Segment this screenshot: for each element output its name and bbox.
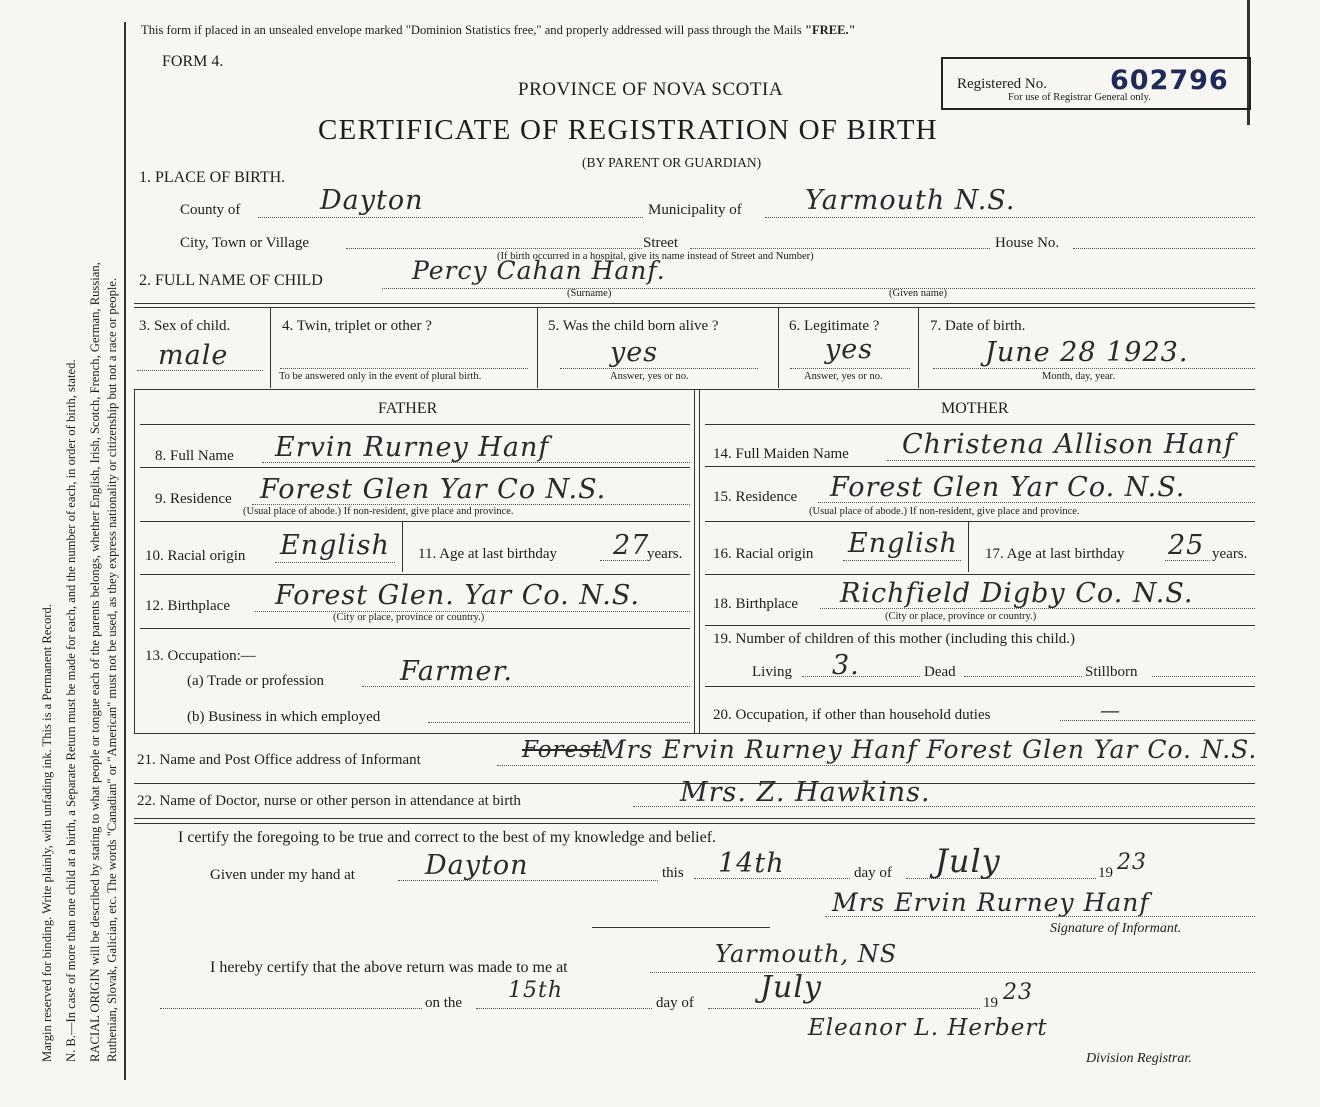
rule-1b <box>134 307 1255 308</box>
father-years: years. <box>647 546 683 562</box>
day-of-label: day of <box>854 865 892 881</box>
sex-value: male <box>158 340 229 371</box>
mother-residence-label: 15. Residence <box>713 489 798 505</box>
certify-year-value: 23 <box>1117 850 1147 875</box>
father-residence-note: (Usual place of abode.) If non-resident, give place and province. <box>243 506 514 517</box>
registrar-year-prefix: 19 <box>983 995 998 1011</box>
mother-rule-18 <box>705 625 1255 626</box>
mother-birthplace-note: (City or place, province or country.) <box>885 611 1037 622</box>
dead-line <box>964 676 1082 677</box>
father-age-value: 27 <box>613 530 650 561</box>
hospital-note: (If birth occurred in a hospital, give its name instead of Street and Number) <box>497 251 814 262</box>
mail-note: This form if placed in an unsealed envelope marked "Dominion Statistics free," and properly addressed will pass through the Mails "FREE." <box>141 23 856 37</box>
twin-line <box>280 368 528 369</box>
father-race-label: 10. Racial origin <box>145 548 246 564</box>
registrar-month-value: July <box>760 970 822 1005</box>
informant-signature: Mrs Ervin Rurney Hanf <box>832 888 1150 917</box>
mother-occupation-line <box>1060 720 1255 721</box>
this-label: this <box>662 865 684 881</box>
on-the-label: on the <box>425 995 463 1011</box>
twin-note: To be answered only in the event of plural birth. <box>279 371 482 382</box>
sex-label: 3. Sex of child. <box>139 318 231 334</box>
mother-name-line <box>887 460 1255 461</box>
mother-occupation-value: — <box>1100 698 1121 722</box>
margin-note: Margin reserved for binding. Write plainly, with unfading ink. This is a Permanent Record. <box>40 604 54 1062</box>
father-heading-rule <box>140 424 690 425</box>
father-birthplace-note: (City or place, province or country.) <box>333 612 485 623</box>
registrar-text: I hereby certify that the above return was made to me at <box>210 959 568 976</box>
sex-line <box>137 370 263 371</box>
registrar-day-value: 15th <box>508 978 564 1003</box>
mother-name-label: 14. Full Maiden Name <box>713 446 849 462</box>
father-race-age-divider <box>402 522 403 572</box>
father-rule-8 <box>140 467 690 468</box>
signature-caption: Signature of Informant. <box>1050 921 1182 936</box>
county-value: Dayton <box>320 185 424 216</box>
col-divider-2 <box>537 308 538 388</box>
surname-note: (Surname) <box>567 288 612 299</box>
mother-rule-19 <box>705 686 1255 687</box>
certify-day-value: 14th <box>718 848 785 879</box>
dead-label: Dead <box>924 664 956 680</box>
child-name-value: Percy Cahan Hanf. <box>412 256 666 285</box>
mother-race-line <box>843 560 961 561</box>
father-birthplace-value: Forest Glen. Yar Co. N.S. <box>275 580 640 611</box>
registrar-place-line <box>650 972 1255 973</box>
father-trade-label: (a) Trade or profession <box>187 673 325 689</box>
registered-no-label: Registered No. <box>957 76 1047 92</box>
child-name-label: 2. FULL NAME OF CHILD <box>139 272 323 289</box>
mother-race-value: English <box>848 528 958 559</box>
mother-age-label: 17. Age at last birthday <box>985 546 1125 562</box>
rule-1a <box>134 303 1255 304</box>
dob-value: June 28 1923. <box>985 337 1189 368</box>
informant-value: Mrs Ervin Rurney Hanf Forest Glen Yar Co. N.S. <box>600 735 1258 764</box>
alive-value: yes <box>610 337 659 368</box>
father-age-label: 11. Age at last birthday <box>418 546 557 562</box>
father-name-value: Ervin Rurney Hanf <box>275 432 550 463</box>
father-heading: FATHER <box>378 400 438 417</box>
mother-rule-15 <box>705 521 1255 522</box>
mother-rule-16 <box>705 574 1255 575</box>
county-label: County of <box>180 202 241 218</box>
page-subtitle: (BY PARENT OR GUARDIAN) <box>582 155 762 170</box>
city-line <box>346 248 642 249</box>
father-race-value: English <box>280 530 390 561</box>
father-residence-value: Forest Glen Yar Co N.S. <box>260 474 607 505</box>
mother-birthplace-label: 18. Birthplace <box>713 596 798 612</box>
alive-note: Answer, yes or no. <box>610 371 689 382</box>
house-label: House No. <box>995 235 1060 251</box>
living-value: 3. <box>832 650 860 681</box>
twin-label: 4. Twin, triplet or other ? <box>282 318 432 334</box>
year-prefix: 19 <box>1098 865 1113 881</box>
street-label: Street <box>643 235 678 251</box>
registrar-lead-line <box>160 1008 422 1009</box>
father-occupation-label: 13. Occupation:— <box>145 648 256 664</box>
mother-birthplace-value: Richfield Digby Co. N.S. <box>840 578 1194 609</box>
father-rule-10 <box>140 574 690 575</box>
father-race-line <box>275 562 395 563</box>
form-number: FORM 4. <box>162 53 224 70</box>
mother-residence-note: (Usual place of abode.) If non-resident, give place and province. <box>809 506 1080 517</box>
living-line <box>802 676 920 677</box>
municipality-line <box>765 217 1255 218</box>
father-trade-value: Farmer. <box>400 656 514 687</box>
rule-3 <box>134 733 1255 734</box>
house-line <box>1073 248 1255 249</box>
stillborn-line <box>1152 676 1255 677</box>
father-business-line <box>428 722 690 723</box>
given-place-value: Dayton <box>425 850 529 881</box>
informant-struck: Forest <box>522 737 603 763</box>
father-left-border <box>134 390 135 733</box>
legitimate-line <box>790 368 910 369</box>
racial-origin-note-2: Ruthenian, Slovak, Galician, etc. The words "Canadian" or "American" must not be used, as they express nationality or citizenship but not a race or people. <box>105 277 119 1062</box>
doctor-label: 22. Name of Doctor, nurse or other person in attendance at birth <box>137 793 521 809</box>
mother-years: years. <box>1212 546 1248 562</box>
street-line <box>690 248 990 249</box>
alive-label: 5. Was the child born alive ? <box>548 318 719 334</box>
col-divider-1 <box>270 308 271 388</box>
registrar-month-line <box>708 1008 980 1009</box>
informant-line <box>497 765 1255 766</box>
nb-note: N. B.—In case of more than one child at a birth, a Separate Return must be made for each, and the number of each, in order of birth, stated. <box>64 359 78 1062</box>
city-label: City, Town or Village <box>180 235 310 251</box>
racial-origin-note: RACIAL ORIGIN will be described by stating to what people or tongue each of the parents belongs, whether English, Irish, Scotch, French, German, Russian, <box>88 262 102 1062</box>
mother-race-age-divider <box>968 522 969 572</box>
certify-text: I certify the foregoing to be true and correct to the best of my knowledge and belief. <box>178 829 717 846</box>
registrar-caption: Division Registrar. <box>1086 1051 1192 1066</box>
certify-month-value: July <box>935 842 1001 880</box>
given-name-note: (Given name) <box>889 288 948 299</box>
father-business-label: (b) Business in which employed <box>187 709 381 725</box>
mother-rule-14 <box>705 466 1255 467</box>
mother-children-label: 19. Number of children of this mother (including this child.) <box>713 631 1076 647</box>
living-label: Living <box>752 664 792 680</box>
mother-name-value: Christena Allison Hanf <box>902 429 1235 460</box>
municipality-value: Yarmouth N.S. <box>805 185 1016 216</box>
county-line <box>258 217 643 218</box>
informant-signature-line <box>825 916 1255 917</box>
informant-label: 21. Name and Post Office address of Informant <box>137 752 421 768</box>
short-rule <box>592 927 770 928</box>
legitimate-label: 6. Legitimate ? <box>789 318 880 334</box>
registrar-place-value: Yarmouth, NS <box>715 940 898 968</box>
registered-no-value: 602796 <box>1110 65 1229 96</box>
col-divider-4 <box>918 308 919 388</box>
mother-heading: MOTHER <box>941 400 1009 417</box>
alive-line <box>560 368 758 369</box>
rule-5a <box>134 818 1255 819</box>
stillborn-label: Stillborn <box>1085 664 1138 680</box>
registrar-general-note: For use of Registrar General only. <box>1008 92 1151 103</box>
registrar-day-of-label: day of <box>656 995 694 1011</box>
legitimate-value: yes <box>825 334 874 365</box>
father-name-label: 8. Full Name <box>155 448 234 464</box>
father-rule-12 <box>140 628 690 629</box>
mother-age-value: 25 <box>1168 530 1205 561</box>
rule-5b <box>134 823 1255 824</box>
municipality-label: Municipality of <box>648 202 742 218</box>
father-rule-9 <box>140 521 690 522</box>
mother-heading-rule <box>705 424 1255 425</box>
dob-line <box>933 368 1255 369</box>
registrar-signature: Eleanor L. Herbert <box>808 1015 1048 1041</box>
child-name-line <box>382 288 1255 289</box>
center-divider-b <box>699 390 700 733</box>
page-title: CERTIFICATE OF REGISTRATION OF BIRTH <box>318 114 938 146</box>
binding-margin-rule <box>124 22 126 1080</box>
mother-residence-value: Forest Glen Yar Co. N.S. <box>830 472 1186 503</box>
registrar-year-value: 23 <box>1003 980 1033 1005</box>
center-divider-a <box>694 390 695 733</box>
col-divider-3 <box>778 308 779 388</box>
dob-label: 7. Date of birth. <box>930 318 1026 334</box>
registrar-day-line <box>476 1008 652 1009</box>
mother-race-label: 16. Racial origin <box>713 546 814 562</box>
doctor-value: Mrs. Z. Hawkins. <box>680 777 931 808</box>
given-under-label: Given under my hand at <box>210 867 355 883</box>
dob-note: Month, day, year. <box>1042 371 1116 382</box>
father-residence-label: 9. Residence <box>155 491 232 507</box>
father-birthplace-label: 12. Birthplace <box>145 598 230 614</box>
place-of-birth-heading: 1. PLACE OF BIRTH. <box>139 169 286 186</box>
province-title: PROVINCE OF NOVA SCOTIA <box>518 79 784 100</box>
mother-occupation-label: 20. Occupation, if other than household duties <box>713 707 991 723</box>
legitimate-note: Answer, yes or no. <box>804 371 883 382</box>
